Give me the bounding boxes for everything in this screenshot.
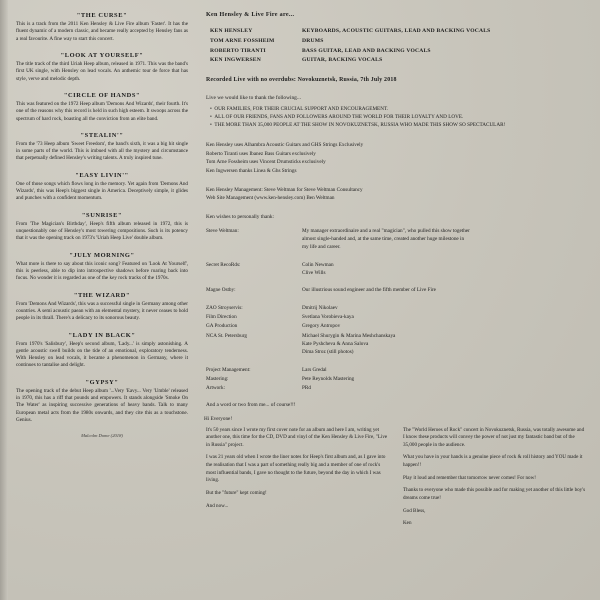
personal-credit-row: [206, 313, 586, 321]
credit-key: Film Direction: [206, 314, 237, 321]
letter-body: [206, 427, 586, 533]
track-title: "THE WIZARD": [73, 291, 131, 299]
letter-salutation: Hi Everyone!: [204, 415, 233, 422]
track-text: From 1970's 'Salisbury', Heep's second album, 'Lady...' is simply astonishing. A gentle acoustic swell builds on the tide of an emotional, exploratory tenderness. With Hensley on lead vocals, it became a phenomenon in Germany, where it continues to tantalise and delight.: [16, 340, 188, 369]
track-text: This was featured on the 1972 Heep album 'Demons And Wizards', their fourth. It's one of the reasons why this record is held in such high esteem. It swoops across the spectrum of hard rock, boasting all the conviction from an elite band.: [16, 100, 188, 122]
credit-value-line: Pete Reynolds Mastering: [302, 375, 355, 382]
credit-value: [302, 322, 586, 330]
credit-key: Steve Weltman:: [206, 227, 239, 234]
letter-intro-heading: And a word or two from me... of course!!!: [206, 401, 296, 408]
personal-credit-row: [206, 227, 586, 252]
track-note: [14, 212, 190, 243]
track-note: [14, 292, 190, 323]
gear-credits-block: [206, 141, 586, 175]
track-title: "LADY IN BLACK": [68, 331, 136, 339]
track-notes-column: [14, 12, 190, 590]
credit-key: Secret RecoRds:: [206, 261, 241, 268]
personal-thanks-heading: Ken wishes to personally thank:: [206, 213, 274, 220]
personal-credit-row: [206, 384, 586, 392]
track-note: [14, 12, 190, 43]
credit-value-line: my life and career.: [302, 244, 341, 251]
track-title: "GYPSY": [85, 378, 119, 386]
credit-value-line: Lars Gredal: [302, 366, 327, 373]
member-name: ROBERTO TIRANTI: [210, 47, 266, 54]
credit-value: [302, 313, 586, 321]
personal-credit-row: [206, 322, 586, 330]
letter-paragraph: Thanks to everyone who made this possible and for making yet another of this little boy's dreams come true!: [403, 487, 586, 502]
gear-credit-line: Roberto Tiranti uses Ibanez Bass Guitars exclusively: [206, 150, 316, 157]
track-title: "CIRCLE OF HANDS": [63, 91, 141, 99]
track-title: "THE CURSE": [76, 12, 128, 19]
letter-paragraph: What you have in your hands is a genuine piece of rock & roll history and YOU made it happen!!: [403, 454, 583, 469]
thanks-bullet: • OUR FAMILIES, FOR THEIR CRUCIAL SUPPORT AND ENCOURAGEMENT.: [218, 105, 586, 113]
track-note: [14, 92, 190, 123]
credit-value-line: Dima Stroz (still photos): [302, 349, 354, 356]
letter-column-right: [403, 427, 586, 533]
letter-closing: God Bless,: [403, 507, 426, 514]
personal-credit-group: [206, 286, 586, 294]
track-note: [14, 172, 190, 203]
personal-credit-group: [206, 304, 586, 357]
credit-value: [302, 384, 586, 392]
track-title: "STEALIN'": [80, 131, 124, 139]
personal-credit-row: [206, 286, 586, 294]
credit-key: NCA St. Petersburg: [206, 332, 247, 339]
credit-key: Artwork:: [206, 385, 226, 392]
member-role: GUITAR, BACKING VOCALS: [302, 57, 383, 64]
letter-paragraph: I was 21 years old when I wrote the liner notes for Heep's first album and, as I gave into the realisation that I was a part of something really big and a member of one of rock's most influential bands, I gave no thought to the future, beyond the day in which I was living.: [206, 454, 386, 484]
track-note: [14, 132, 190, 163]
credit-value-line: Clive Wills: [302, 270, 326, 277]
credit-key: ZAO Stroyservis:: [206, 304, 243, 311]
gear-credit-line: Ken Hensley uses Alhambra Acoustic Guitars and GHS Strings Exclusively: [206, 142, 364, 149]
track-title: "LOOK AT YOURSELF": [60, 51, 144, 59]
track-text: From 'Demons And Wizards', this was a successful single in Germany among other countries. A semi acoustic paean with an elemental mystery, it never ceases to hold people in its thrall. There's a delicacy to its sonorous beauty.: [16, 300, 188, 322]
credit-value-line: Colin Newman: [302, 261, 334, 268]
track-text: One of those songs which flows long in the memory. Yet again from 'Demons And Wizards', this was Heep's biggest single in America. Deceptively simple, it glides and punches with a confident momentum.: [16, 180, 188, 202]
band-lineup-list: [210, 27, 586, 66]
track-note: [14, 52, 190, 83]
letter-paragraph: But the "future" kept coming!: [206, 490, 267, 497]
two-column-layout: [14, 12, 586, 590]
thanks-bullet: • ALL OF OUR FRIENDS, FANS AND FOLLOWERS AROUND THE WORLD FOR THEIR LOYALTY AND LOVE.: [218, 113, 586, 121]
track-note: [14, 332, 190, 370]
thanks-heading: Live we would like to thank the following...: [206, 95, 301, 102]
credit-value-line: Kate Pyshcheva & Anna Salova: [302, 340, 369, 347]
member-role: BASS GUITAR, LEAD AND BACKING VOCALS: [302, 47, 431, 54]
credit-value-line: Gregory Antropov: [302, 323, 341, 330]
member-name: KEN INGWERSEN: [210, 57, 261, 64]
personal-credit-group: [206, 261, 586, 278]
credit-value: [302, 304, 586, 312]
letter-signature: Ken: [403, 520, 412, 527]
author-credit: Malcolm Dome (2018): [81, 433, 123, 439]
track-text: The title track of the third Uriah Heep album, released in 1971. This was the band's first UK single, with Hensley on lead vocals. An anthemic tour de force that has style, verve and melodic depth.: [16, 60, 188, 82]
lineup-row: [210, 47, 586, 57]
track-text: This is a track from the 2011 Ken Hensley & Live Fire album 'Faster'. It has the fluent dynamic of a modern classic, and became really accepted by Hensley fans as a real favourite. A fine way to start this concert.: [16, 21, 188, 42]
track-text: The opening track of the debut Heep album '...Very 'Eavy... Very 'Umble' released in 1970, this has a riff that pounds and empowers. It stands alongside 'Smoke On The Water' as inspiring successive generations of heavy bands. Talk to many European metal acts from the 1980s onwards, and they cite this as a touchstone. Genius.: [16, 387, 188, 423]
lineup-row: [210, 37, 586, 47]
track-text: From 'The Magician's Birthday', Heep's fifth album released in 1972, this is unquestionably one of Hensley's most towering compositions. Such is its potency that it was the opening track on 1973's 'Uriah Heep Live' double album.: [16, 220, 188, 242]
personal-credit-row: [206, 332, 586, 357]
credits-column: [204, 12, 586, 590]
lineup-row: [210, 27, 586, 37]
letter-paragraph: Play it loud and remember that tomorrow never comes! For now!: [403, 474, 536, 481]
credit-value-line: PRd: [302, 385, 311, 392]
credit-value: [302, 332, 586, 357]
lineup-row: [210, 56, 586, 66]
credit-value-line: Our illustrious sound engineer and the fifth member of Live Fire: [302, 287, 436, 294]
track-title: "SUNRISE": [81, 211, 123, 219]
track-text: What more is there to say about this iconic song? Featured on 'Look At Yourself', this is peerless, able to dip into introspective shadows before roaring back into focus. No wonder it is regarded as one of the key rock tracks of the 1970s.: [16, 260, 188, 282]
personal-credit-row: [206, 366, 586, 374]
credit-key: Magne Ostby:: [206, 287, 236, 294]
credit-value-line: almost single-handed and, at the same time, created another huge milestone in: [302, 236, 465, 243]
credit-value-line: Svetlana Vorobieva-kaya: [302, 314, 354, 321]
track-note: [14, 379, 190, 425]
member-name: TOM ARNE FOSSHEIM: [210, 37, 275, 44]
personal-credit-row: [206, 261, 586, 278]
credit-key: Project Management:: [206, 366, 251, 373]
member-role: KEYBOARDS, ACOUSTIC GUITARS, LEAD AND BACKING VOCALS: [302, 28, 491, 34]
thanks-bullet-list: [204, 105, 586, 129]
management-block: [206, 186, 586, 203]
track-title: "EASY LIVIN'": [75, 171, 129, 179]
thanks-bullet: • THE MORE THAN 35,000 PEOPLE AT THE SHOW IN NOVOKUZNETSK, RUSSIA WHO MADE THIS SHOW SO SPECTACULAR!: [218, 121, 586, 129]
credit-key: Mastering:: [206, 375, 229, 382]
credit-value: [302, 375, 586, 383]
management-line: Web Site Management (www.ken-hensley.com) Ben Weltman: [206, 195, 335, 202]
personal-credit-group: [206, 366, 586, 393]
credit-value-line: Dmitrij Nikolaev: [302, 304, 338, 311]
credit-value: [302, 227, 586, 252]
credit-value: [302, 261, 586, 278]
track-note: [14, 252, 190, 283]
letter-paragraph: And now...: [206, 502, 229, 509]
personal-credit-group: [206, 227, 586, 252]
track-text: From the '73 Heep album 'Sweet Freedom', the band's sixth, it was a big hit single in some parts of the world. This is imbued with all the mystery and circumstance that perpetually defined Hensley's writing talents. A truly inspired tune.: [16, 140, 188, 162]
track-title: "JULY MORNING": [69, 251, 135, 259]
credit-key: GA Production: [206, 323, 238, 330]
credit-value-line: Michael Shurygin & Marina Meshchanskaya: [302, 332, 396, 339]
member-name: KEN HENSLEY: [210, 28, 253, 34]
gear-credit-line: Tom Arne Fossheim uses Vincent Drumsticks exclusively: [206, 159, 326, 166]
letter-paragraph: It's 50 years since I wrote my first cover note for an album and here I am, writing yet another one, this time for the CD, DVD and vinyl of the Ken Hensley & Live Fire, "Live in Russia" project.: [206, 426, 388, 448]
gear-credit-line: Ken Ingwersen thanks Linea & Ghs Strings: [206, 167, 297, 174]
credit-value-line: My manager extraordinaire and a real "magician", who pulled this show together: [302, 227, 470, 234]
recording-info: Recorded Live with no overdubs: Novokuznetsk, Russia, 7th July 2018: [206, 77, 397, 84]
letter-column-left: [206, 427, 389, 533]
personal-credit-row: [206, 375, 586, 383]
letter-paragraph: The "World Heroes of Rock" concert in Novokuznetsk, Russia, was totally awesome and I know these products will convey the power of not just my fantastic band but of the 35,000 people in the audience.: [403, 426, 585, 448]
band-heading: Ken Hensley & Live Fire are...: [206, 12, 295, 18]
credit-value: [302, 366, 586, 374]
management-line: Ken Hensley Management: Steve Weltman for Steve Weltman Consultancy: [206, 187, 363, 193]
credit-value: [302, 286, 586, 294]
member-role: DRUMS: [302, 37, 324, 44]
personal-credit-row: [206, 304, 586, 312]
